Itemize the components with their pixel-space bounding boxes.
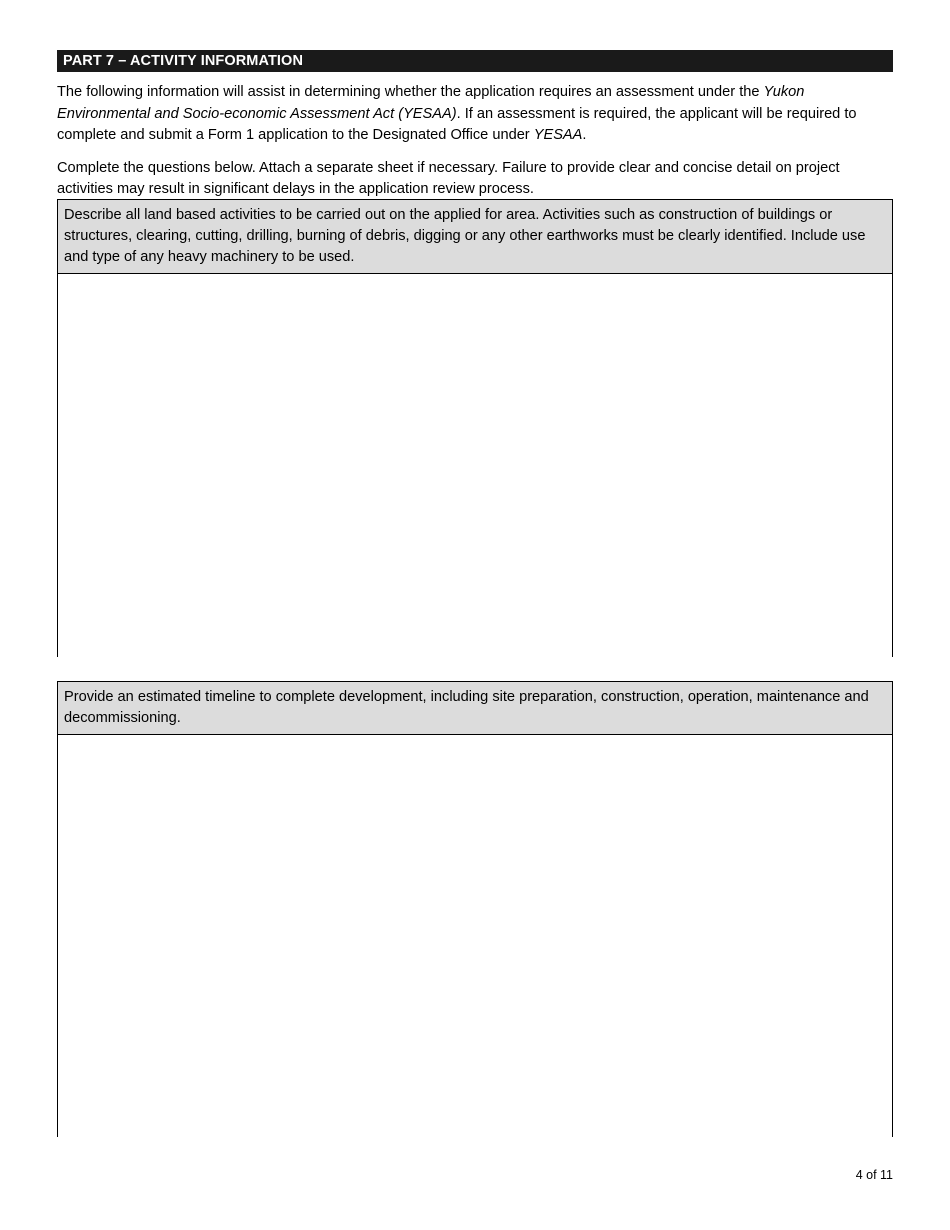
- field-input-land-based-activities[interactable]: [58, 274, 892, 666]
- intro-paragraph-2: Complete the questions below. Attach a separate sheet if necessary. Failure to provide clear and concise detail on project activities may result in significant delays in the application review process.: [57, 159, 840, 197]
- intro-text-block: [57, 82, 893, 212]
- section-header-part-7: PART 7 – ACTIVITY INFORMATION: [57, 50, 893, 72]
- intro-p1-text-3: .: [582, 127, 587, 143]
- intro-p1-italic-2: YESAA: [533, 127, 583, 143]
- intro-p1-italic-1: Yukon Environmental and Socio-economic Assessment Act (YESAA): [57, 84, 805, 122]
- field-block-land-based-activities: [57, 199, 893, 657]
- intro-paragraph-1: [57, 82, 893, 147]
- field-block-development-timeline: [57, 681, 893, 1137]
- field-prompt-land-based-activities: Describe all land based activities to be carried out on the applied for area. Activities such as construction of buildings or structures, clearing, cutting, drilling, burning of debris, digging or any other earthworks must be clearly identified. Include use and type of any heavy machinery to be used.: [58, 200, 892, 274]
- intro-p1-text-1: The following information will assist in determining whether the application requires an assessment under the: [57, 84, 764, 100]
- field-input-development-timeline[interactable]: [58, 735, 892, 1145]
- page-number: 4 of 11: [855, 1168, 893, 1182]
- field-prompt-development-timeline: Provide an estimated timeline to complete development, including site preparation, construction, operation, maintenance and decommissioning.: [58, 682, 892, 735]
- intro-p1-text-2: . If an assessment is required, the applicant will be required to complete and submit a Form 1 application to the Designated Office under: [57, 105, 857, 143]
